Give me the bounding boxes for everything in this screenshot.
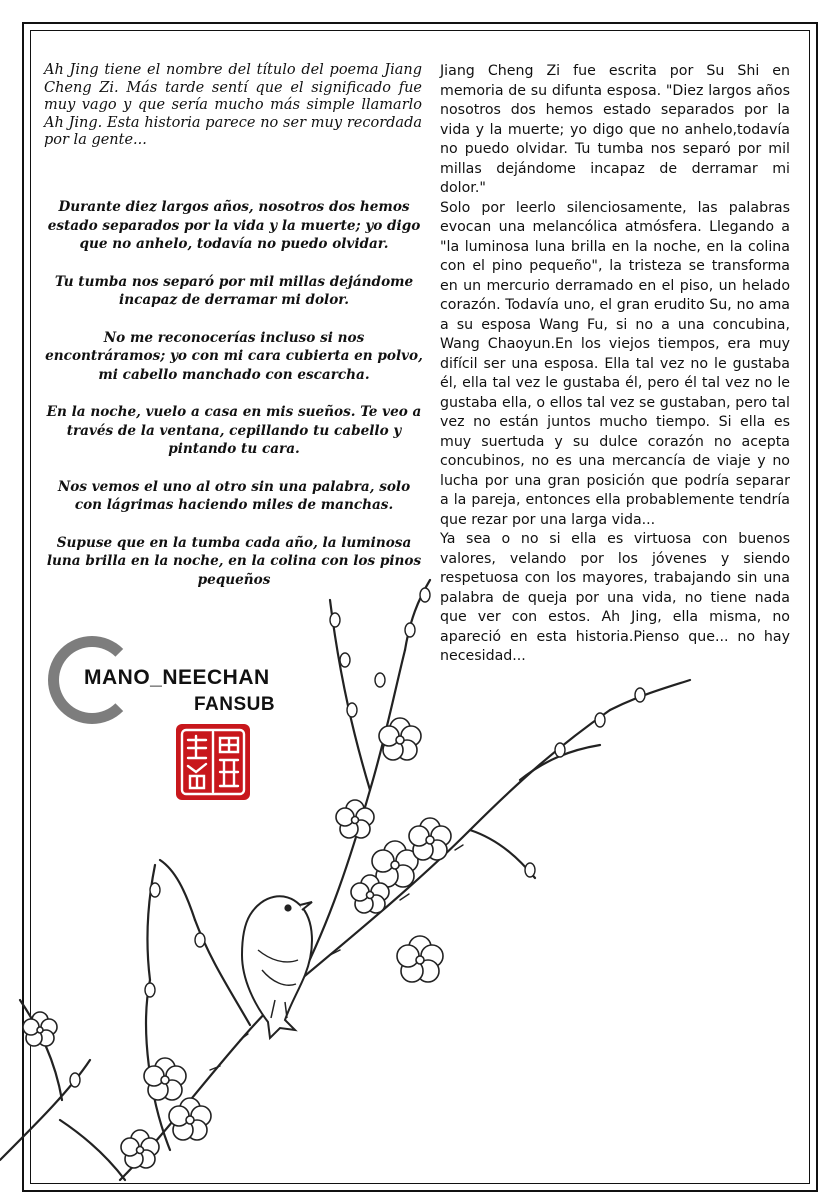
poem-stanza: Durante diez largos años, nosotros dos hemos estado separados por la vida y la muerte; yo digo que no anhelo, todavía no puedo olvidar. [47,199,421,252]
commentary-paragraph: Ya sea o no si ella es virtuosa con buenos valores, velando por los jóvenes y siendo respetuosa con los mayores, trabajando sin una palabra de queja por una vida, no tiene nada que ver con estos. Ah Jing, ella misma, no apareció en esta historia.Pienso que... no hay necesidad... [440,531,790,664]
poem-stanza: En la noche, vuelo a casa en mis sueños. Te veo a través de la ventana, cepillando tu cabello y pintando tu cara. [46,404,422,457]
logo-subtitle: FANSUB [194,694,276,715]
intro-paragraph [44,62,422,150]
commentary-paragraph: Jiang Cheng Zi fue escrita por Su Shi en memoria de su difunta esposa. "Diez largos años nosotros dos hemos estado separados por la vida y la muerte; yo digo que no anhelo,todavía no puedo olvidar. Tu tumba nos separó por mil millas dejándome incapaz de derramar mi dolor." [440,63,790,196]
poem-stanza: Tu tumba nos separó por mil millas dejándome incapaz de derramar mi dolor. [54,273,414,308]
poem-stanza: No me reconocerías incluso si nos encontráramos; yo con mi cara cubierta en polvo, mi cabello manchado con escarcha. [45,329,423,383]
logo-title: MANO_NEECHAN [84,666,270,689]
fansub-logo [48,636,328,726]
intro-text: Ah Jing tiene el nombre del título del poema Jiang Cheng Zi. Más tarde sentí que el significado fue muy vago y que sería mucho más simple llamarlo Ah Jing. Esta historia parece no ser muy recordada por la gente... [44,62,422,148]
commentary-paragraph: Solo por leerlo silenciosamente, las palabras evocan una melancólica atmósfera. Llegando a "la luminosa luna brilla en la noche, en la colina con el pino pequeño", la tristeza se transforma en un mercurio derramado en el piso, un helado corazón. Todavía uno, el gran erudito Su, no ama a su esposa Wang Fu, si no a una concubina, Wang Chaoyun.En los viejos tiempos, era muy difícil ser una esposa. Ella tal vez no le gustaba él, ella tal vez le gustaba él, pero él tal vez no le gustaba ella, o ellos tal vez se gustaban, pero tal vez no están juntos mucho tiempo. Si ella es muy suertuda y su dulce corazón no acepta concubinos, no es una mercancía de viaje y no lucha por una gran posición que podría separar a la pareja, entonces ella probablemente tendría que rezar por una larga vida... [440,199,790,528]
bird-drawing [242,896,312,1038]
poem-stanza: Supuse que en la tumba cada año, la luminosa luna brilla en la noche, en la colina con los pinos pequeños [46,534,422,588]
red-seal-stamp [174,722,252,802]
poem-block [44,198,424,608]
poem-stanza: Nos vemos el uno al otro sin una palabra, solo con lágrimas haciendo miles de manchas. [57,478,411,513]
